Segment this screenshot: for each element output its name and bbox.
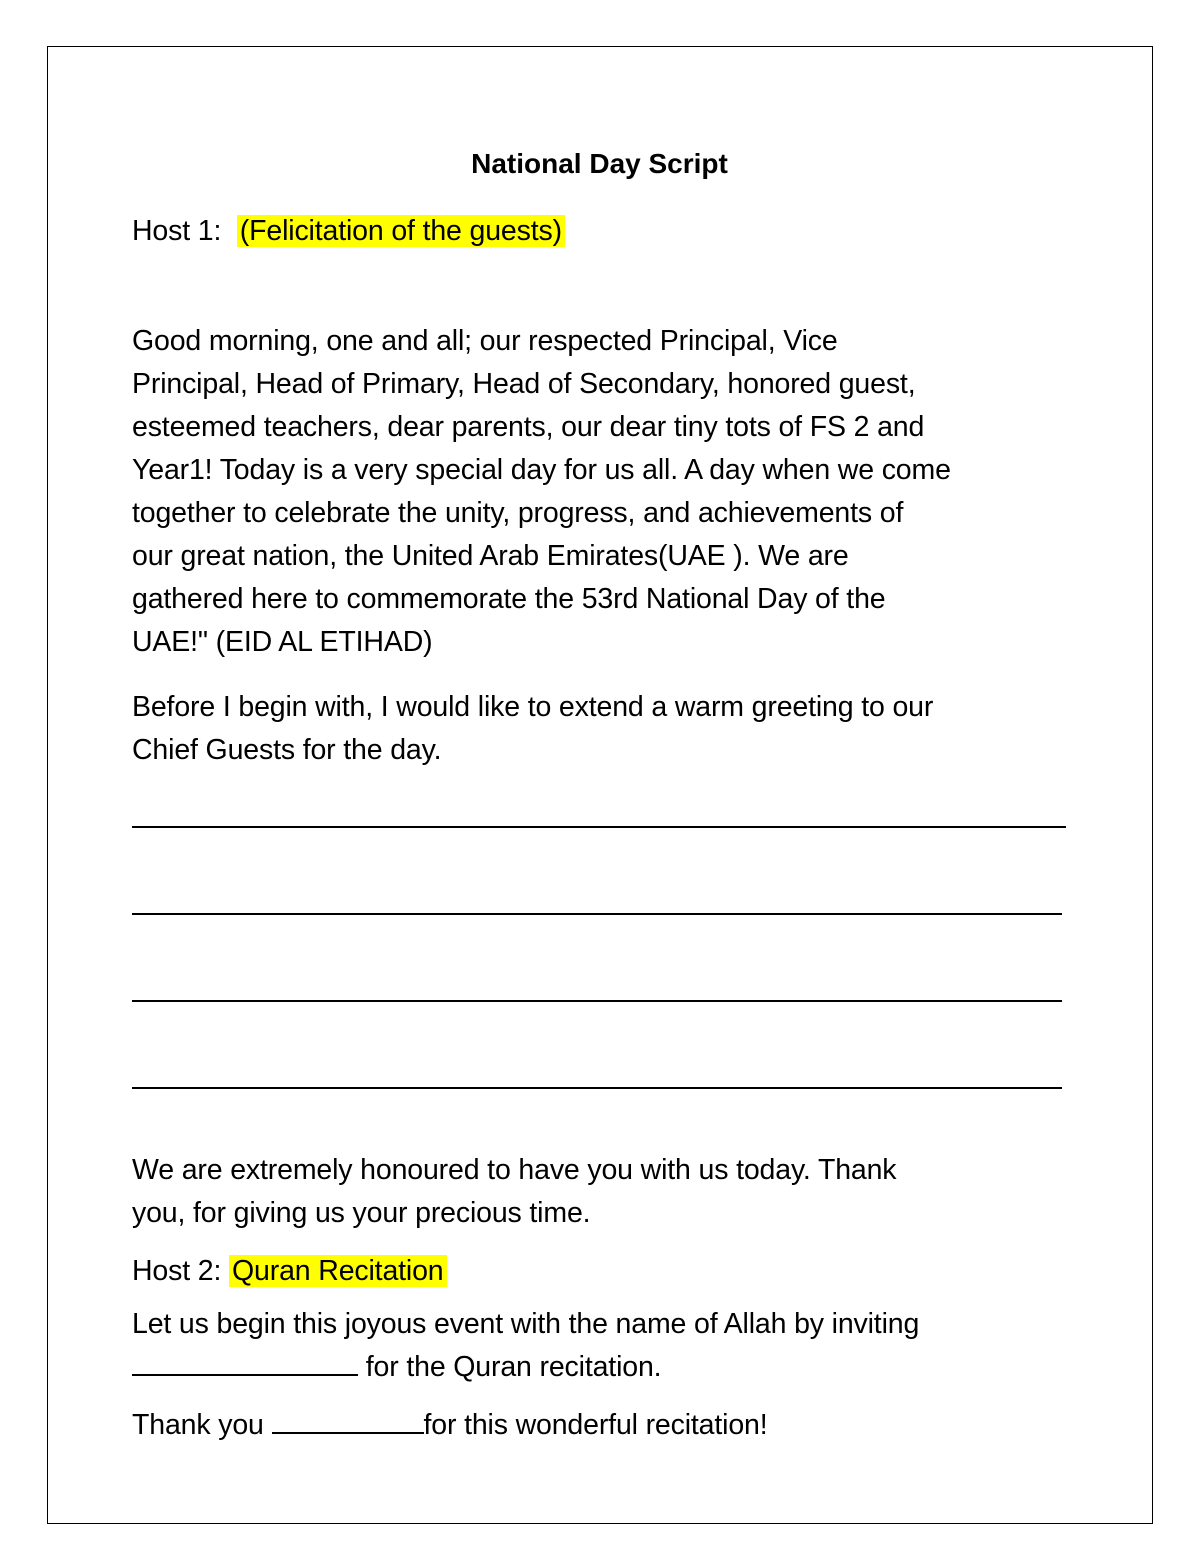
host1-line <box>132 210 565 254</box>
guest-name-blank-line <box>132 913 1062 915</box>
quran-invite-line: Let us begin this joyous event with the name of Allah by inviting <box>132 1308 920 1340</box>
document-title: National Day Script <box>471 148 728 179</box>
host1-cue-highlight: (Felicitation of the guests) <box>237 215 565 247</box>
host2-line <box>132 1250 447 1294</box>
welcome-line: together to celebrate the unity, progress, and achievements of <box>132 497 904 529</box>
thanks-name-blank <box>272 1408 424 1434</box>
greeting-line: Chief Guests for the day. <box>132 734 442 766</box>
greeting-line: Before I begin with, I would like to extend a warm greeting to our <box>132 691 934 723</box>
thanks-line <box>132 1404 768 1448</box>
welcome-line: our great nation, the United Arab Emirates(UAE ). We are <box>132 540 849 572</box>
welcome-line: Principal, Head of Primary, Head of Secondary, honored guest, <box>132 368 916 400</box>
guest-name-blank-line <box>132 1087 1062 1089</box>
welcome-line: gathered here to commemorate the 53rd National Day of the <box>132 583 886 615</box>
reciter-name-blank <box>132 1350 358 1376</box>
guest-name-blank-line <box>132 826 1066 828</box>
quran-invite-suffix: for the Quran recitation. <box>358 1351 662 1383</box>
thanks-prefix: Thank you <box>132 1409 272 1441</box>
host1-label: Host 1: <box>132 215 222 247</box>
honour-line: We are extremely honoured to have you with us today. Thank <box>132 1154 897 1186</box>
welcome-line: UAE!" (EID AL ETIHAD) <box>132 626 433 658</box>
honour-line: you, for giving us your precious time. <box>132 1197 591 1229</box>
thanks-suffix: for this wonderful recitation! <box>423 1409 768 1441</box>
welcome-line: Good morning, one and all; our respected Principal, Vice <box>132 325 838 357</box>
quran-reciter-line <box>132 1346 661 1390</box>
guest-name-blank-line <box>132 1000 1062 1002</box>
host2-label: Host 2: <box>132 1255 222 1287</box>
welcome-line: Year1! Today is a very special day for us all. A day when we come <box>132 454 951 486</box>
welcome-line: esteemed teachers, dear parents, our dear tiny tots of FS 2 and <box>132 411 925 443</box>
host2-cue-highlight: Quran Recitation <box>229 1255 446 1287</box>
